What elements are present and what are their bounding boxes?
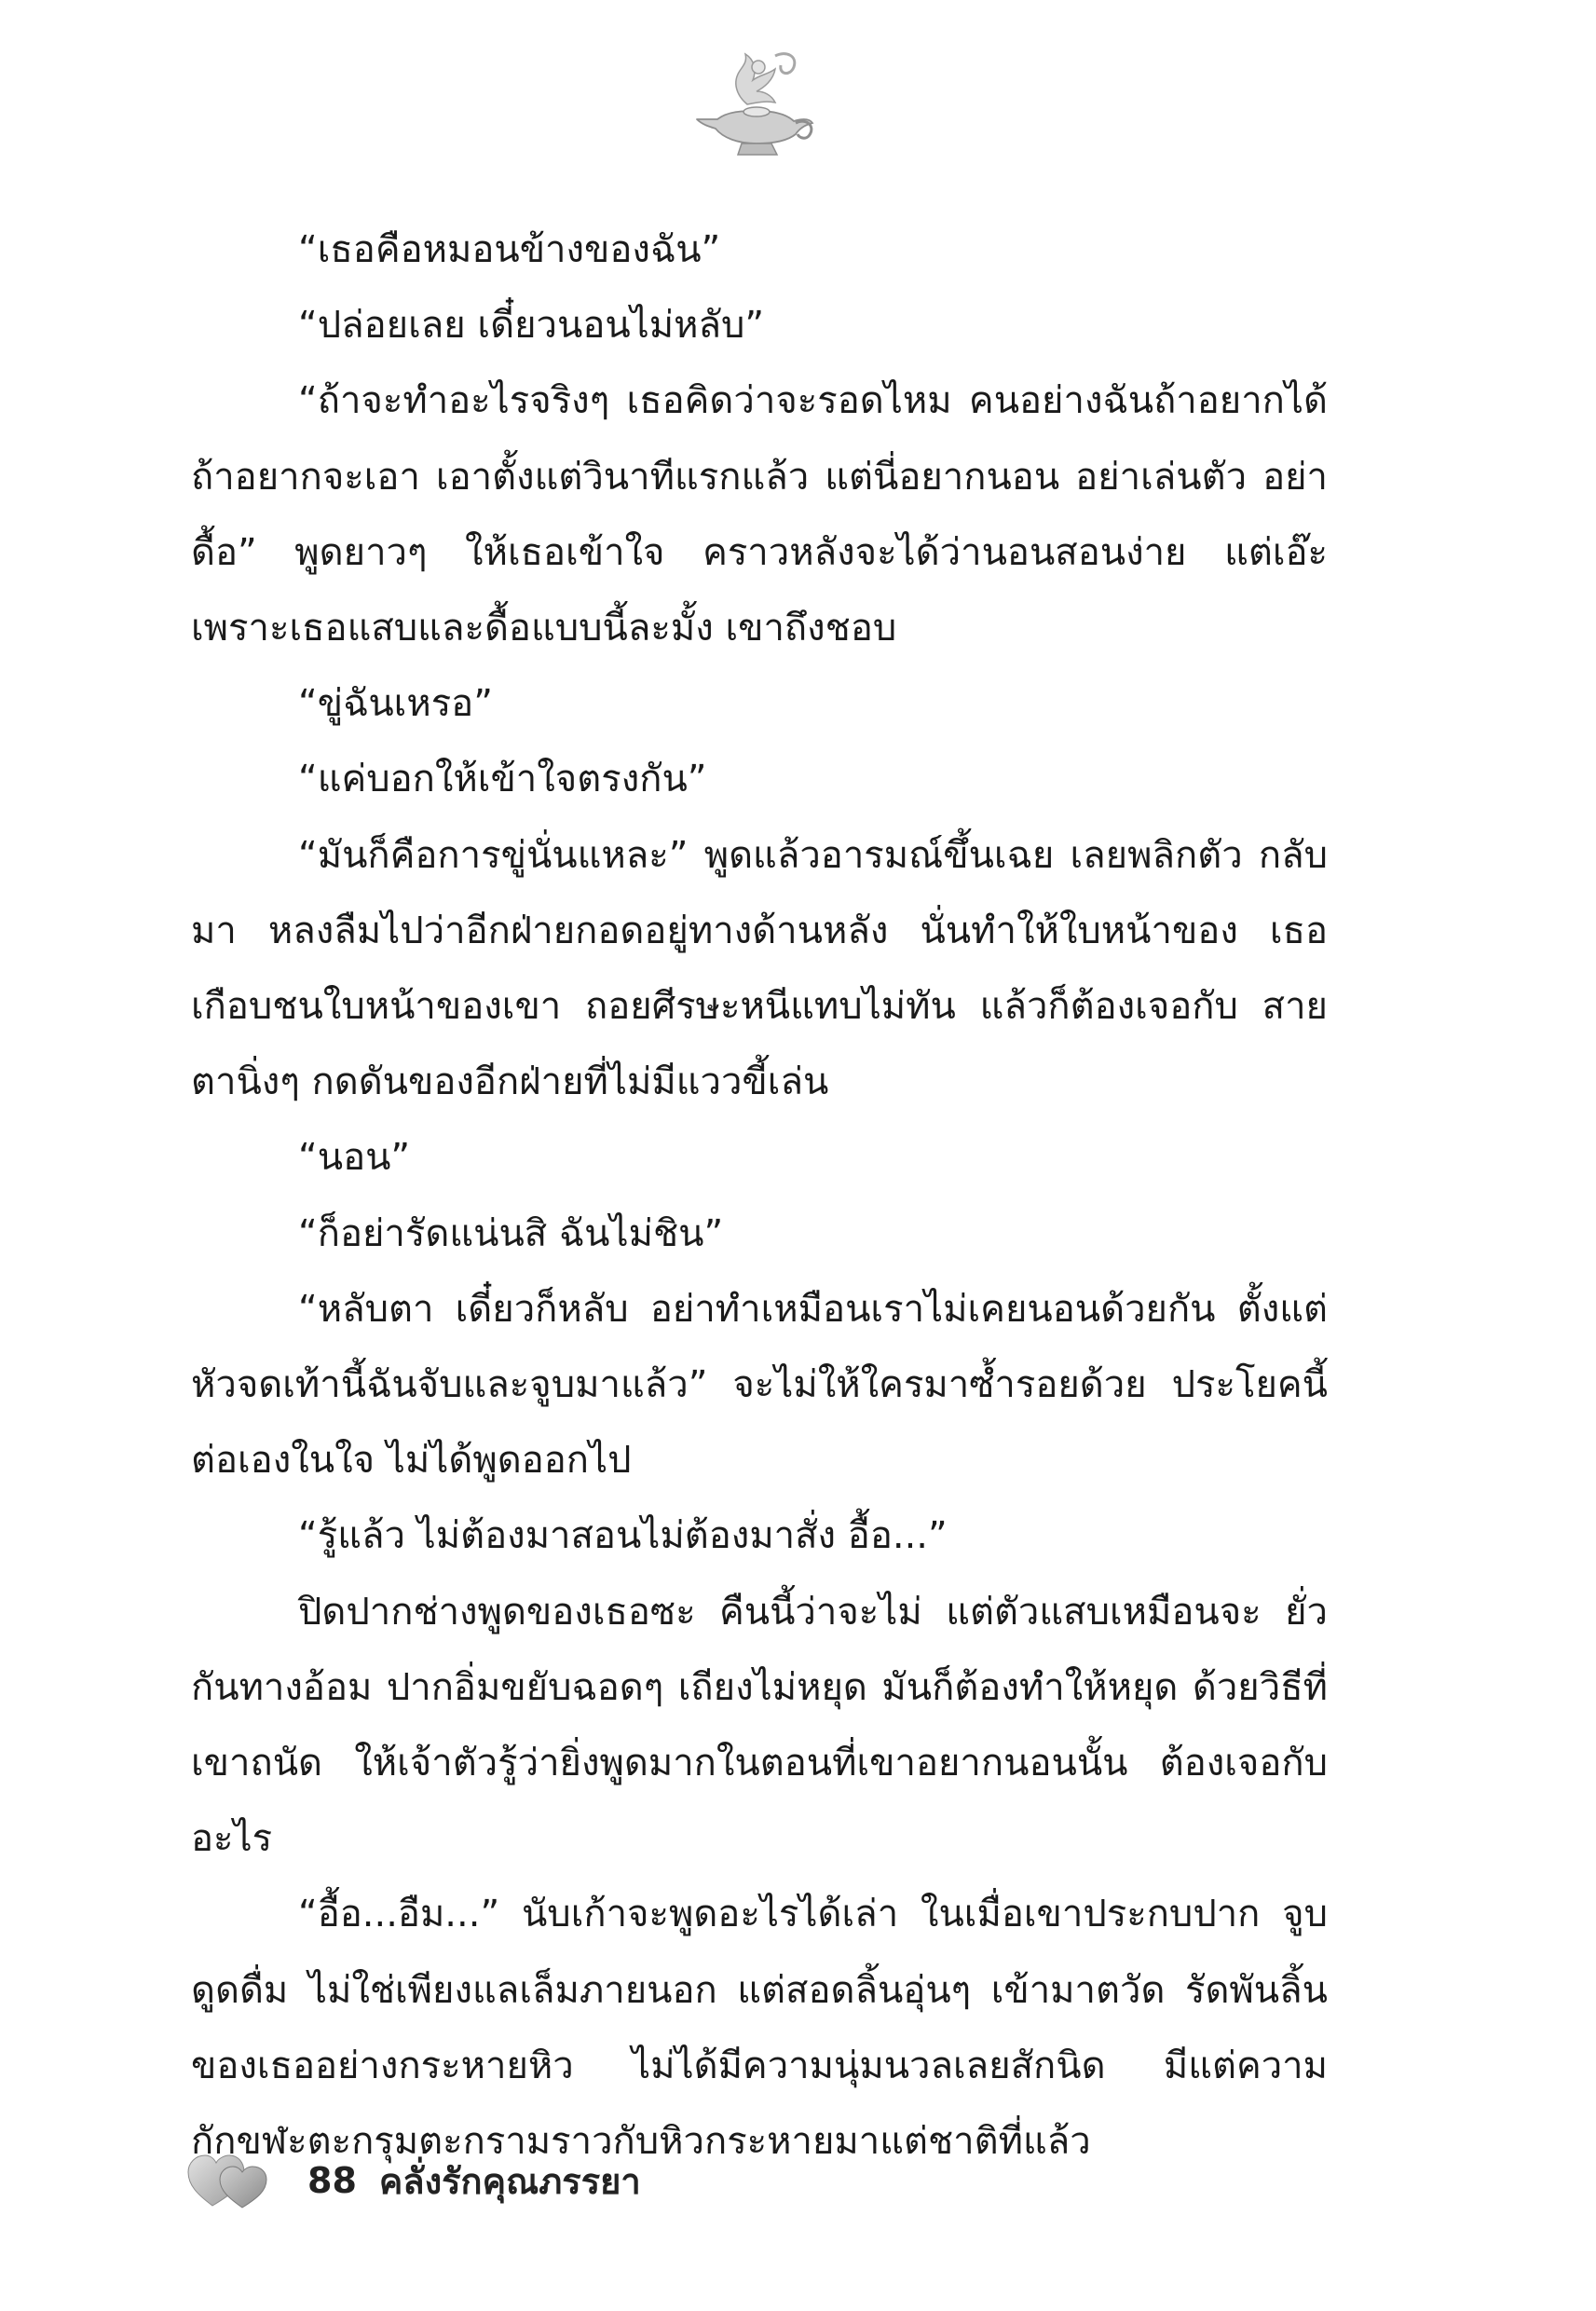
paragraph: “ก็อย่ารัดแน่นสิ ฉันไม่ชิน”	[298, 1211, 724, 1255]
page-footer	[186, 2148, 641, 2213]
page-number: 88	[307, 2160, 357, 2201]
paragraph: “หลับตา เดี๋ยวก็หลับ อย่าทำเหมือนเราไม่เคยนอนด้วยกัน ตั้งแต่หัวจดเท้านี้ฉันจับและจูบมาแล้ว” จะไม่ให้ใครมาซ้ำรอยด้วย ประโยคนี้ต่อเองในใจ ไม่ได้พูดออกไป	[191, 1287, 1328, 1483]
paragraph: “มันก็คือการขู่นั่นแหละ” พูดแล้วอารมณ์ขึ้นเฉย เลยพลิกตัว กลับมา หลงลืมไปว่าอีกฝ่ายกอดอยู่ทางด้านหลัง นั่นทำให้ใบหน้าของ เธอเกือบชนใบหน้าของเขา ถอยศีรษะหนีแทบไม่ทัน แล้วก็ต้องเจอกับ สายตานิ่งๆ กดดันของอีกฝ่ายที่ไม่มีแววขี้เล่น	[191, 833, 1328, 1104]
paragraph: “นอน”	[298, 1136, 411, 1180]
body-text	[191, 212, 1328, 2180]
paragraph: “ปล่อยเลย เดี๋ยวนอนไม่หลับ”	[298, 304, 765, 348]
paragraph: “ขู่ฉันเหรอ”	[298, 682, 493, 726]
paragraph: “แค่บอกให้เข้าใจตรงกัน”	[298, 758, 707, 801]
book-title: คลั่งรักคุณภรรยา	[378, 2160, 641, 2202]
paragraph: “อื้อ...อืม...” นับเก้าจะพูดอะไรได้เล่า ในเมื่อเขาประกบปาก จูบดูดดื่ม ไม่ใช่เพียงแลเล็มภายนอก แต่สอดลิ้นอุ่นๆ เข้ามาตวัด รัดพันลิ้นของเธออย่างกระหายหิว ไม่ได้มีความนุ่มนวลเลยสักนิด มีแต่ความกักขฬะตะกรุมตะกรามราวกับหิวกระหายมาแต่ชาติที่แล้ว	[191, 1893, 1328, 2164]
genie-lamp-icon	[689, 47, 820, 163]
paragraph: “เธอคือหมอนข้างของฉัน”	[298, 228, 721, 271]
hearts-icon	[186, 2152, 270, 2209]
paragraph: ปิดปากช่างพูดของเธอซะ คืนนี้ว่าจะไม่ แต่ตัวแสบเหมือนจะ ยั่วกันทางอ้อม ปากอิ่มขยับฉอดๆ เถียงไม่หยุด มันก็ต้องทำให้หยุด ด้วยวิธีที่เขาถนัด ให้เจ้าตัวรู้ว่ายิ่งพูดมากในตอนที่เขาอยากนอนนั้น ต้องเจอกับอะไร	[191, 1590, 1328, 1861]
paragraph: “รู้แล้ว ไม่ต้องมาสอนไม่ต้องมาสั่ง อื้อ...”	[298, 1514, 948, 1558]
paragraph: “ถ้าจะทำอะไรจริงๆ เธอคิดว่าจะรอดไหม คนอย่างฉันถ้าอยากได้ ถ้าอยากจะเอา เอาตั้งแต่วินาทีแรกแล้ว แต่นี่อยากนอน อย่าเล่นตัว อย่าดื้อ” พูดยาวๆ ให้เธอเข้าใจ คราวหลังจะได้ว่านอนสอนง่าย แต่เอ๊ะ เพราะเธอแสบและดื้อแบบนี้ละมั้ง เขาถึงชอบ	[191, 379, 1328, 650]
